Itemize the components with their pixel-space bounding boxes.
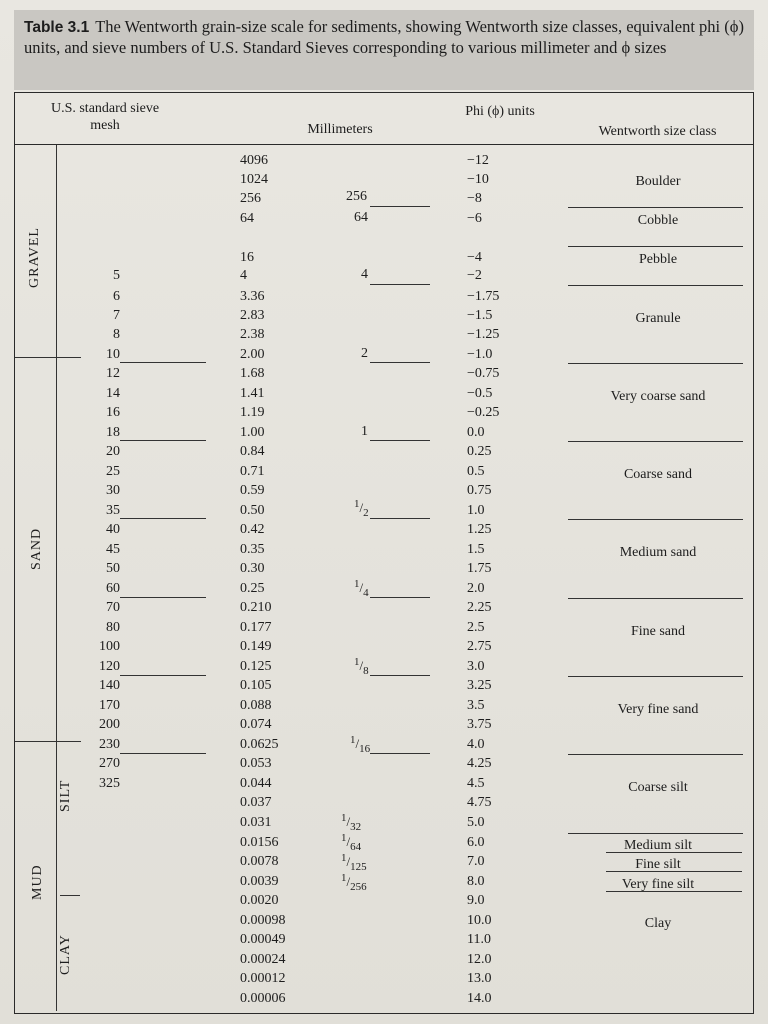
class-rule	[568, 676, 743, 677]
mesh-rule	[120, 597, 206, 598]
phi-cell: −0.5	[467, 386, 493, 401]
millimeter-cell: 0.074	[240, 717, 272, 732]
sieve-mesh-cell: 60	[106, 581, 120, 596]
millimeter-cell: 4096	[240, 153, 268, 168]
sieve-mesh-cell: 18	[106, 425, 120, 440]
millimeter-cell: 16	[240, 250, 254, 265]
sieve-mesh-cell: 170	[99, 698, 120, 713]
group-mud: MUD	[30, 864, 45, 900]
mm-sixteenth-num: 1	[350, 734, 356, 746]
mm-eighth: $^1/_8$	[354, 656, 369, 677]
mm-sixteenth-den: 16	[359, 743, 371, 755]
header-millimeters: Millimeters	[307, 122, 373, 137]
class-rule	[568, 285, 743, 286]
millimeter-cell: 0.00098	[240, 913, 286, 928]
mm-rule	[370, 206, 430, 207]
mm-rule	[370, 440, 430, 441]
group-clay: CLAY	[58, 934, 73, 975]
millimeter-cell: 0.210	[240, 600, 272, 615]
class-rule	[606, 891, 742, 892]
sieve-mesh-cell: 120	[99, 659, 120, 674]
mm-1-256-den: 256	[350, 881, 367, 893]
mm-1-32-num: 1	[341, 812, 347, 824]
class-rule	[606, 871, 742, 872]
mesh-rule	[120, 362, 206, 363]
millimeter-cell: 0.30	[240, 561, 265, 576]
phi-cell: 1.25	[467, 522, 492, 537]
mm-4: 4	[361, 267, 368, 282]
phi-cell: 1.75	[467, 561, 492, 576]
group-silt: SILT	[58, 779, 73, 812]
class-boulder: Boulder	[635, 174, 681, 189]
phi-cell: −1.75	[467, 289, 500, 304]
mm-1-64-den: 64	[350, 841, 362, 853]
phi-cell: −2	[467, 268, 482, 283]
header-rule	[14, 144, 754, 145]
class-rule	[568, 363, 743, 364]
sieve-mesh-cell: 45	[106, 542, 120, 557]
sieve-mesh-cell: 6	[113, 289, 120, 304]
sieve-mesh-cell: 140	[99, 678, 120, 693]
phi-cell: 0.5	[467, 464, 485, 479]
sieve-mesh-cell: 25	[106, 464, 120, 479]
millimeter-cell: 0.031	[240, 815, 272, 830]
sieve-mesh-cell: 16	[106, 405, 120, 420]
millimeter-cell: 0.00006	[240, 991, 286, 1006]
class-rule	[606, 852, 742, 853]
mm-eighth-num: 1	[354, 656, 360, 668]
sieve-mesh-cell: 200	[99, 717, 120, 732]
sieve-mesh-cell: 35	[106, 503, 120, 518]
phi-cell: 4.0	[467, 737, 485, 752]
millimeter-cell: 0.037	[240, 795, 272, 810]
phi-cell: 2.25	[467, 600, 492, 615]
millimeter-cell: 0.088	[240, 698, 272, 713]
mm-sixteenth: $^1/_{16}$	[350, 734, 371, 755]
millimeter-cell: 0.0625	[240, 737, 279, 752]
gravel-sand-rule	[15, 357, 81, 358]
millimeter-cell: 0.0078	[240, 854, 279, 869]
class-very-coarse-sand: Very coarse sand	[610, 389, 706, 404]
mm-256: 256	[346, 189, 367, 204]
header-phi: Phi (ϕ) units	[465, 104, 535, 119]
group-gravel: GRAVEL	[27, 227, 42, 288]
millimeter-cell: 0.0156	[240, 835, 279, 850]
phi-cell: 4.75	[467, 795, 492, 810]
group-sand: SAND	[29, 527, 44, 570]
millimeter-cell: 0.50	[240, 503, 265, 518]
phi-cell: −6	[467, 211, 482, 226]
mm-1-125-den: 125	[350, 861, 367, 873]
mm-quarter-den: 4	[363, 587, 369, 599]
class-rule	[568, 598, 743, 599]
sieve-mesh-cell: 12	[106, 366, 120, 381]
mm-1-32: $^1/_{32}$	[341, 812, 362, 833]
millimeter-cell: 2.83	[240, 308, 265, 323]
class-granule: Granule	[635, 311, 681, 326]
phi-cell: 4.25	[467, 756, 492, 771]
phi-cell: 3.5	[467, 698, 485, 713]
phi-cell: 2.5	[467, 620, 485, 635]
millimeter-cell: 1.19	[240, 405, 265, 420]
mesh-rule	[120, 440, 206, 441]
millimeter-cell: 4	[240, 268, 247, 283]
millimeter-cell: 0.71	[240, 464, 265, 479]
millimeter-cell: 1024	[240, 172, 268, 187]
class-pebble: Pebble	[638, 252, 678, 267]
phi-cell: −10	[467, 172, 489, 187]
mm-eighth-den: 8	[363, 665, 369, 677]
phi-cell: 7.0	[467, 854, 485, 869]
header-sieve: U.S. standard sieve mesh	[50, 101, 160, 133]
sieve-mesh-cell: 5	[113, 268, 120, 283]
mm-half-num: 1	[354, 498, 360, 510]
silt-clay-rule	[60, 895, 80, 896]
sieve-mesh-cell: 14	[106, 386, 120, 401]
phi-cell: 11.0	[467, 932, 491, 947]
millimeter-cell: 0.84	[240, 444, 265, 459]
mm-1-125: $^1/_{125}$	[341, 852, 367, 873]
sieve-mesh-cell: 270	[99, 756, 120, 771]
millimeter-cell: 0.00024	[240, 952, 286, 967]
mm-rule	[370, 597, 430, 598]
mesh-rule	[120, 675, 206, 676]
millimeter-cell: 0.105	[240, 678, 272, 693]
phi-cell: 0.25	[467, 444, 492, 459]
mm-1: 1	[361, 424, 368, 439]
millimeter-cell: 0.00012	[240, 971, 286, 986]
sand-mud-rule	[15, 741, 81, 742]
sieve-mesh-cell: 70	[106, 600, 120, 615]
mesh-rule	[120, 753, 206, 754]
mm-rule	[370, 284, 430, 285]
phi-cell: 4.5	[467, 776, 485, 791]
phi-cell: 2.0	[467, 581, 485, 596]
header-size-class: Wentworth size class	[598, 124, 717, 139]
sieve-mesh-cell: 325	[99, 776, 120, 791]
class-coarse-silt: Coarse silt	[628, 780, 688, 795]
mm-rule	[370, 518, 430, 519]
mm-1-125-num: 1	[341, 852, 347, 864]
millimeter-cell: 0.25	[240, 581, 265, 596]
mm-2: 2	[361, 346, 368, 361]
mm-quarter: $^1/_4$	[354, 578, 369, 599]
sieve-mesh-cell: 100	[99, 639, 120, 654]
sieve-mesh-cell: 40	[106, 522, 120, 537]
class-rule	[568, 833, 743, 834]
millimeter-cell: 0.044	[240, 776, 272, 791]
millimeter-cell: 0.59	[240, 483, 265, 498]
class-rule	[568, 207, 743, 208]
phi-cell: −1.5	[467, 308, 493, 323]
millimeter-cell: 2.00	[240, 347, 265, 362]
mm-1-64-num: 1	[341, 832, 347, 844]
millimeter-cell: 0.00049	[240, 932, 286, 947]
phi-cell: 9.0	[467, 893, 485, 908]
phi-cell: −12	[467, 153, 489, 168]
caption-text: The Wentworth grain-size scale for sediments, showing Wentworth size classes, equivalent phi (ϕ) units, and sieve numbers of U.S. Standard Sieves corresponding to various millimeter and ϕ sizes	[24, 17, 744, 57]
millimeter-cell: 64	[240, 211, 254, 226]
millimeter-cell: 2.38	[240, 327, 265, 342]
millimeter-cell: 256	[240, 191, 261, 206]
mm-1-256-num: 1	[341, 872, 347, 884]
class-rule	[568, 246, 743, 247]
phi-cell: 0.75	[467, 483, 492, 498]
mm-quarter-num: 1	[354, 578, 360, 590]
mm-half: $^1/_2$	[354, 498, 369, 519]
millimeter-cell: 1.41	[240, 386, 265, 401]
phi-cell: 13.0	[467, 971, 492, 986]
mesh-rule	[120, 518, 206, 519]
class-clay: Clay	[644, 916, 672, 931]
class-medium-sand: Medium sand	[619, 545, 697, 560]
table-label: Table 3.1	[24, 19, 90, 36]
millimeter-cell: 3.36	[240, 289, 265, 304]
phi-cell: 3.75	[467, 717, 492, 732]
mm-rule	[370, 675, 430, 676]
millimeter-cell: 0.0039	[240, 874, 279, 889]
class-very-fine-silt: Very fine silt	[621, 877, 695, 892]
phi-cell: 2.75	[467, 639, 492, 654]
phi-cell: 3.25	[467, 678, 492, 693]
class-rule	[568, 754, 743, 755]
sieve-mesh-cell: 20	[106, 444, 120, 459]
class-very-fine-sand: Very fine sand	[617, 702, 699, 717]
phi-cell: 5.0	[467, 815, 485, 830]
mm-rule	[370, 362, 430, 363]
phi-cell: 12.0	[467, 952, 492, 967]
millimeter-cell: 0.177	[240, 620, 272, 635]
phi-cell: −0.25	[467, 405, 500, 420]
phi-cell: −8	[467, 191, 482, 206]
millimeter-cell: 0.0020	[240, 893, 279, 908]
phi-cell: −4	[467, 250, 482, 265]
phi-cell: 10.0	[467, 913, 492, 928]
class-cobble: Cobble	[637, 213, 679, 228]
sieve-mesh-cell: 10	[106, 347, 120, 362]
class-fine-silt: Fine silt	[635, 857, 681, 872]
sieve-mesh-cell: 50	[106, 561, 120, 576]
millimeter-cell: 1.68	[240, 366, 265, 381]
phi-cell: 0.0	[467, 425, 485, 440]
class-fine-sand: Fine sand	[630, 624, 686, 639]
class-rule	[568, 441, 743, 442]
mm-64: 64	[354, 210, 368, 225]
class-coarse-sand: Coarse sand	[623, 467, 693, 482]
phi-cell: 8.0	[467, 874, 485, 889]
phi-cell: −1.25	[467, 327, 500, 342]
phi-cell: 3.0	[467, 659, 485, 674]
millimeter-cell: 1.00	[240, 425, 265, 440]
sieve-mesh-cell: 80	[106, 620, 120, 635]
mm-1-32-den: 32	[350, 821, 362, 833]
phi-cell: 6.0	[467, 835, 485, 850]
phi-cell: −0.75	[467, 366, 500, 381]
mm-half-den: 2	[363, 507, 369, 519]
millimeter-cell: 0.125	[240, 659, 272, 674]
sieve-mesh-cell: 230	[99, 737, 120, 752]
millimeter-cell: 0.35	[240, 542, 265, 557]
millimeter-cell: 0.42	[240, 522, 265, 537]
sieve-mesh-cell: 8	[113, 327, 120, 342]
millimeter-cell: 0.149	[240, 639, 272, 654]
group-divider	[56, 145, 57, 1011]
sieve-mesh-cell: 30	[106, 483, 120, 498]
class-rule	[568, 519, 743, 520]
mm-1-64: $^1/_{64}$	[341, 832, 362, 853]
phi-cell: −1.0	[467, 347, 493, 362]
phi-cell: 1.0	[467, 503, 485, 518]
millimeter-cell: 0.053	[240, 756, 272, 771]
table-caption	[14, 10, 754, 90]
class-medium-silt: Medium silt	[623, 838, 693, 853]
sieve-mesh-cell: 7	[113, 308, 120, 323]
phi-cell: 14.0	[467, 991, 492, 1006]
phi-cell: 1.5	[467, 542, 485, 557]
mm-rule	[370, 753, 430, 754]
mm-1-256: $^1/_{256}$	[341, 872, 367, 893]
